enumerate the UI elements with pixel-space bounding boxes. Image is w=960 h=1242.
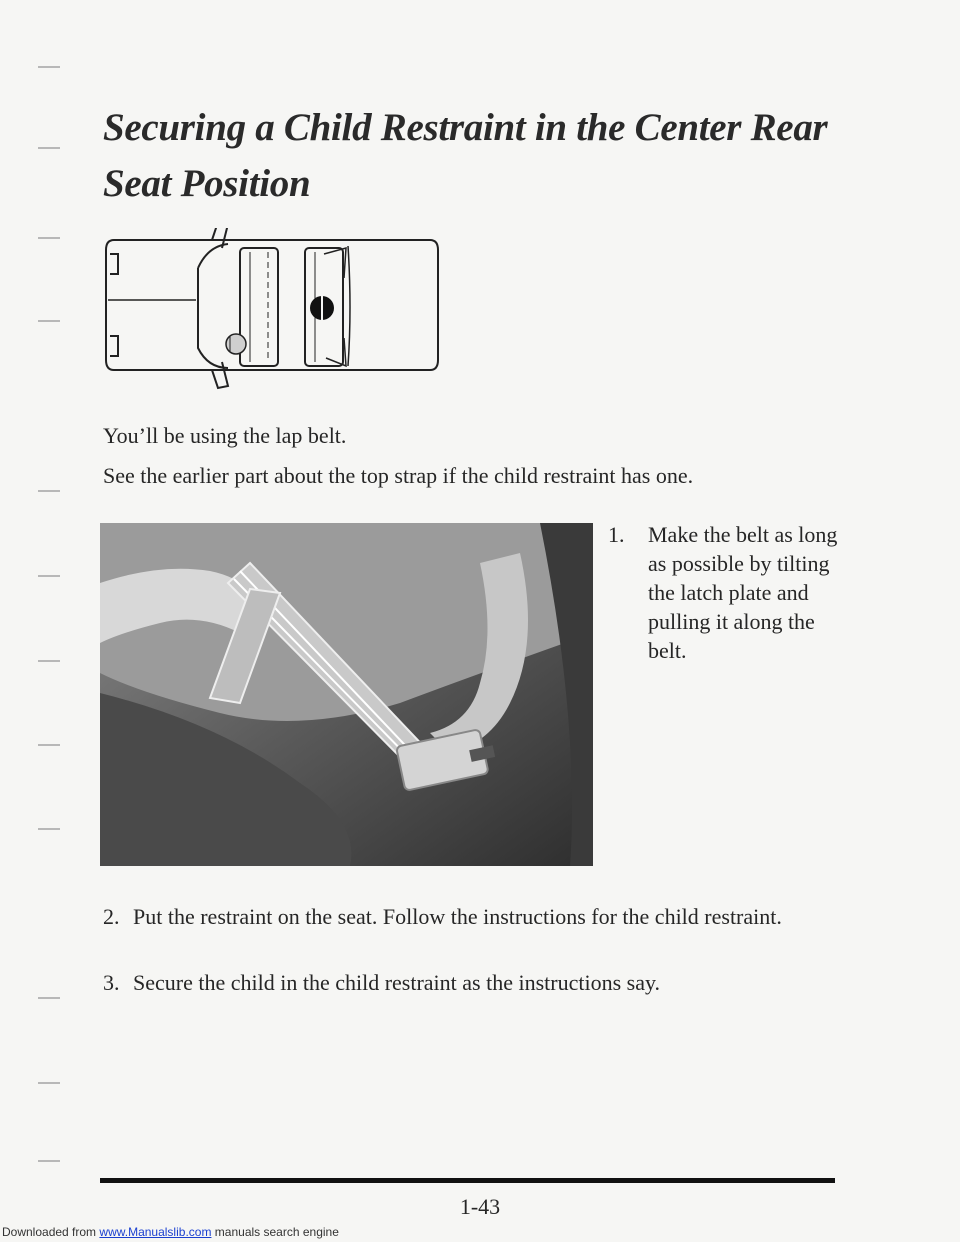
margin-tick [38, 1082, 60, 1084]
margin-tick [38, 147, 60, 149]
footer-rule [100, 1178, 835, 1183]
margin-tick [38, 1160, 60, 1162]
page-number: 1-43 [459, 1194, 501, 1219]
step-text: Put the restraint on the seat. Follow the instructions for the child restraint. [133, 904, 782, 929]
footer-prefix: Downloaded from [2, 1225, 97, 1239]
step-text: Make the belt as long as possible by tilting the latch plate and pulling it along the belt. [648, 522, 838, 663]
margin-tick [38, 997, 60, 999]
margin-tick [38, 237, 60, 239]
step-number: 2. [103, 904, 120, 929]
intro-text: You’ll be using the lap belt. [103, 423, 347, 448]
margin-tick [38, 320, 60, 322]
intro-text: See the earlier part about the top strap if the child restraint has one. [103, 463, 694, 488]
margin-tick [38, 66, 60, 68]
lap-belt-photo [100, 523, 593, 866]
margin-tick [38, 660, 60, 662]
margin-tick [38, 490, 60, 492]
car-seat-diagram [100, 228, 445, 393]
page-title: Securing a Child Restraint in the Center Rear Seat Position [103, 106, 828, 205]
margin-tick [38, 575, 60, 577]
download-footer [2, 1225, 339, 1239]
step-item [103, 904, 823, 929]
manualslib-link[interactable]: www.Manualslib.com [99, 1225, 212, 1239]
margin-tick [38, 828, 60, 830]
margin-tick [38, 744, 60, 746]
step-number: 3. [103, 970, 120, 995]
step-text: Secure the child in the child restraint as the instructions say. [133, 970, 661, 995]
footer-suffix: manuals search engine [214, 1225, 339, 1239]
step-item [103, 970, 823, 995]
step-number: 1. [608, 522, 625, 547]
